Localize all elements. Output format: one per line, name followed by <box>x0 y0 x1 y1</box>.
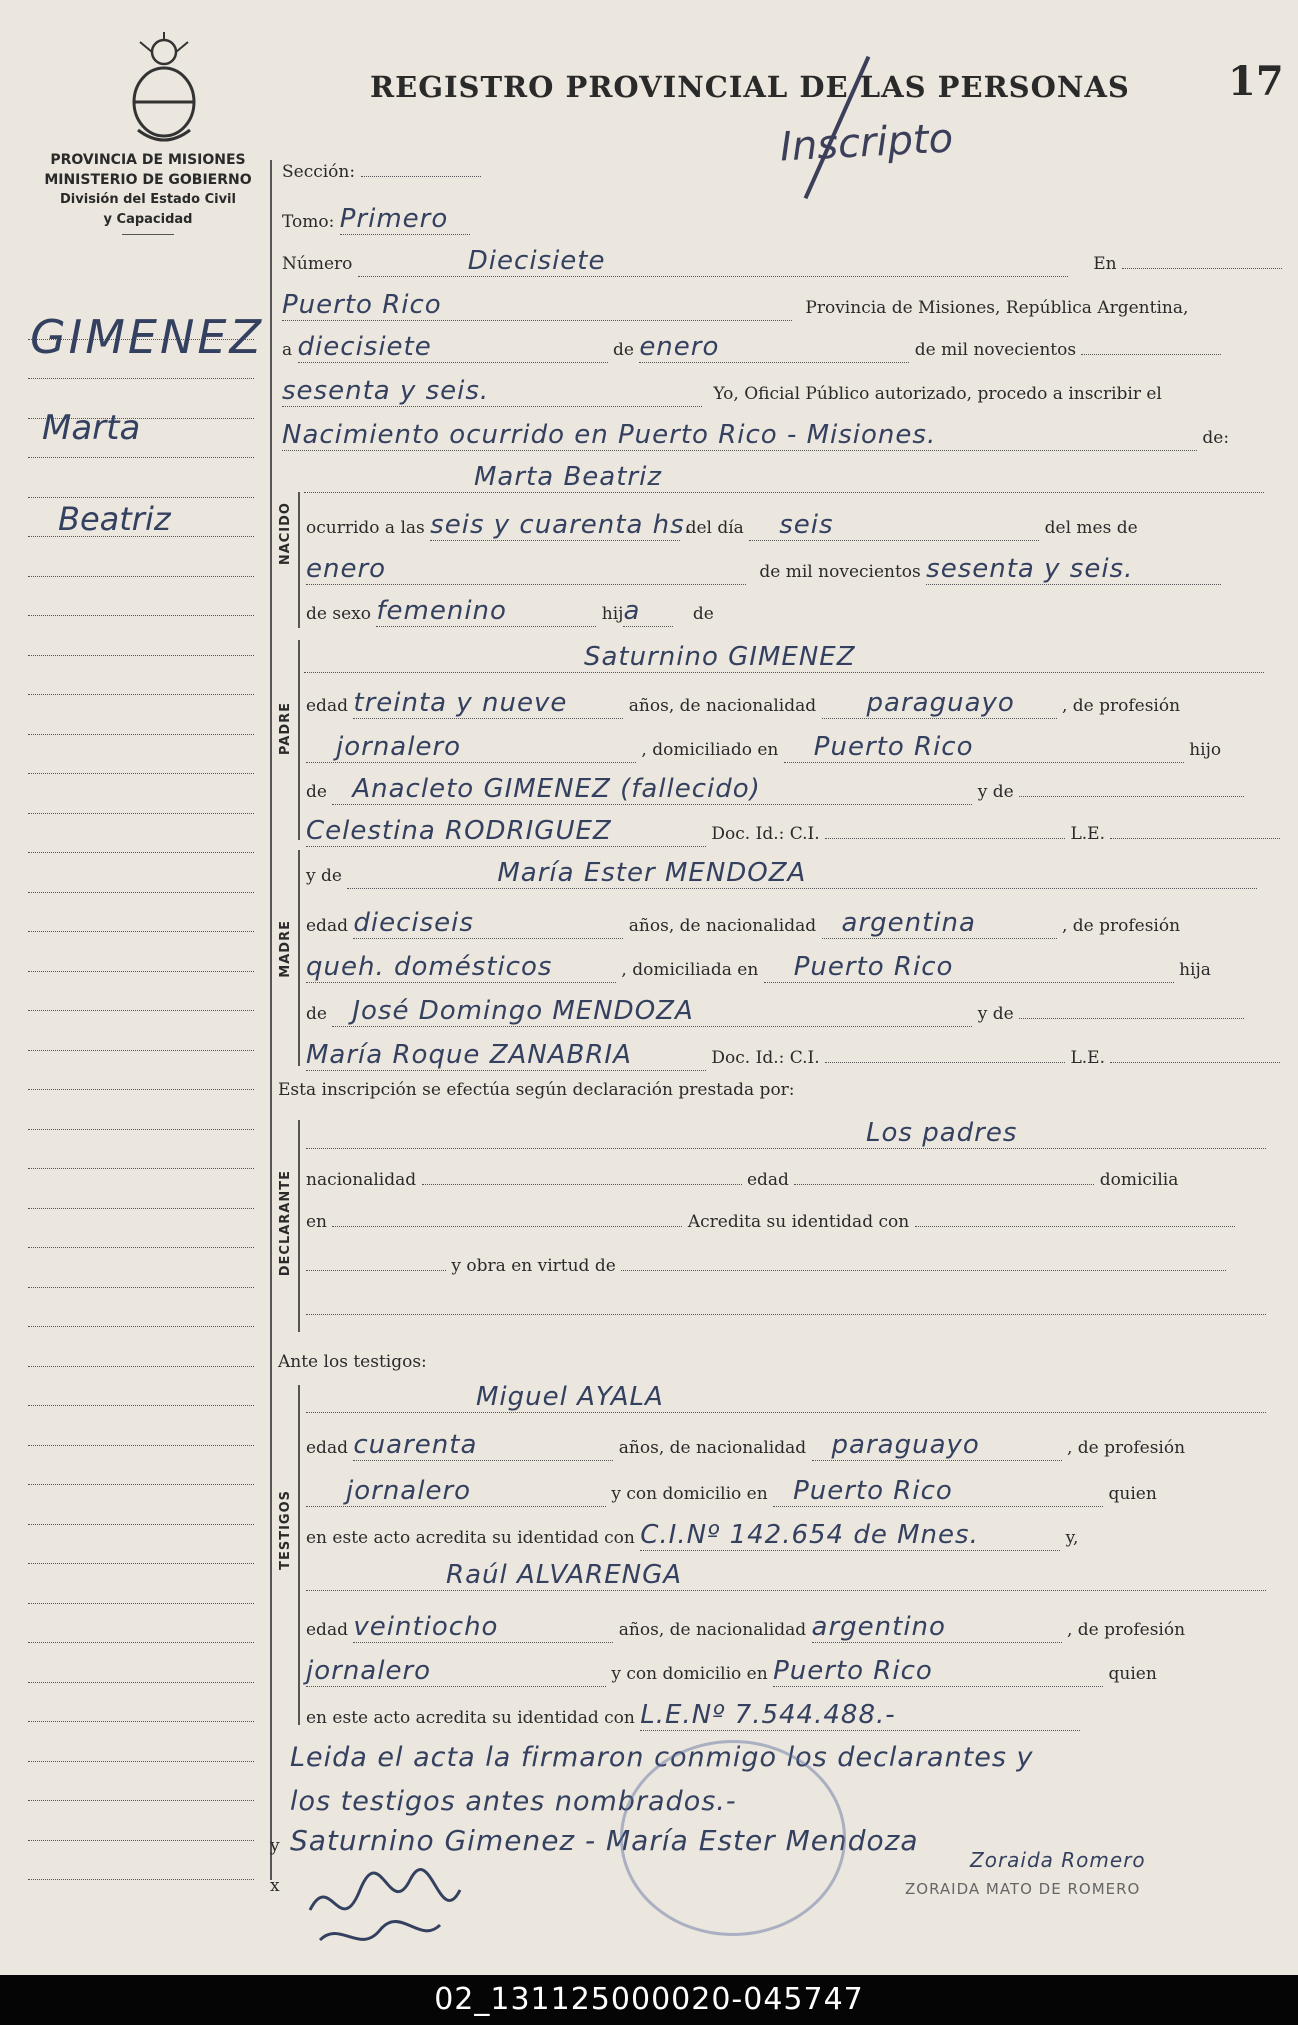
numero-value: Diecisiete <box>358 246 1068 277</box>
margin-second-name: Beatriz <box>58 500 171 538</box>
capacity-name: y Capacidad <box>103 212 193 227</box>
madre-madre-row: María Roque ZANABRIA Doc. Id.: C.I. L.E. <box>306 1040 1280 1071</box>
fecha-dia: diecisiete <box>298 332 608 363</box>
fecha-anio: sesenta y seis. <box>282 376 702 407</box>
nacido-hora-row: ocurrido a las seis y cuarenta hs. del día seis del mes de <box>306 510 1138 540</box>
nacido-sexo: femenino <box>376 596 596 627</box>
lugar-value: Puerto Rico <box>282 290 792 321</box>
numero-row: Número Diecisiete En <box>282 246 1282 277</box>
testigo1-profesion-row: jornalero y con domicilio en Puerto Rico quien <box>306 1476 1157 1507</box>
testigo2-profesion: jornalero <box>306 1656 606 1687</box>
testigo1-doc: C.I.Nº 142.654 de Mnes. <box>640 1520 1060 1551</box>
madre-domicilio: Puerto Rico <box>764 952 1174 983</box>
nacido-hora: seis y cuarenta hs. <box>430 510 694 540</box>
lugar-row: Puerto Rico Provincia de Misiones, República Argentina, <box>282 290 1189 320</box>
margin-first-name: Marta <box>42 408 141 448</box>
cierre-linea2: los testigos antes nombrados.- <box>290 1786 737 1817</box>
nacido-anio: sesenta y seis. <box>926 554 1221 585</box>
testigo1-doc-row: en este acto acredita su identidad con C.I.Nº 142.654 de Mnes. y, <box>306 1520 1079 1550</box>
testigo1-nacionalidad: paraguayo <box>812 1430 1062 1461</box>
madre-padres-row: de José Domingo MENDOZA y de <box>306 996 1244 1027</box>
testigo1-edad-row: edad cuarenta años, de nacionalidad paraguayo , de profesión <box>306 1430 1186 1460</box>
padre-profesion: jornalero <box>306 732 636 763</box>
province-name: PROVINCIA DE MISIONES <box>50 152 246 168</box>
nacido-hij-suffix: a <box>623 596 673 627</box>
fecha-mes: enero <box>639 332 909 363</box>
padre-nacionalidad: paraguayo <box>822 688 1057 719</box>
testigo2-edad-row: edad veintiocho años, de nacionalidad argentino , de profesión <box>306 1612 1186 1642</box>
madre-madre-de: María Roque ZANABRIA <box>306 1040 706 1071</box>
signature-scribble-icon <box>300 1850 470 1960</box>
padre-padre-de: Anacleto GIMENEZ (fallecido) <box>332 774 972 805</box>
section-padre: PADRE <box>278 702 293 756</box>
ministry-name: MINISTERIO DE GOBIERNO <box>44 172 252 188</box>
x-mark: x <box>270 1876 280 1896</box>
acto-value: Nacimiento ocurrido en Puerto Rico - Misiones. <box>282 420 1197 451</box>
madre-edad-row: edad dieciseis años, de nacionalidad argentina , de profesión <box>306 908 1181 938</box>
tomo-value: Primero <box>340 204 470 235</box>
testigo1-edad: cuarenta <box>353 1430 613 1461</box>
nacido-sexo-row: de sexo femenino hija de <box>306 596 714 626</box>
testigo2-edad: veintiocho <box>353 1612 613 1643</box>
y-mark: y <box>270 1836 280 1856</box>
padre-nombre: Saturnino GIMENEZ <box>304 642 1264 673</box>
declarante-en-row: en Acredita su identidad con <box>306 1212 1235 1232</box>
testigo2-doc-row: en este acto acredita su identidad con L.E.Nº 7.544.488.- <box>306 1700 1080 1731</box>
testigo2-doc: L.E.Nº 7.544.488.- <box>640 1700 1080 1731</box>
section-declarante: DECLARANTE <box>278 1170 293 1277</box>
fecha-row: a diecisiete de enero de mil novecientos <box>282 332 1221 363</box>
padre-edad-row: edad treinta y nueve años, de nacionalidad paraguayo , de profesión <box>306 688 1181 718</box>
acto-row: Nacimiento ocurrido en Puerto Rico - Misiones. de: <box>282 420 1230 450</box>
testigo2-domicilio: Puerto Rico <box>773 1656 1103 1687</box>
declarante-nac-row: nacionalidad edad domicilia <box>306 1170 1179 1190</box>
madre-nombre-row: y de María Ester MENDOZA <box>306 858 1257 889</box>
nacido-nombre-row <box>304 462 1264 493</box>
handwritten-annotation: Inscripto <box>778 115 955 171</box>
madre-nombre: María Ester MENDOZA <box>347 858 1257 889</box>
padre-padres-row: de Anacleto GIMENEZ (fallecido) y de <box>306 774 1244 805</box>
testigo1-domicilio: Puerto Rico <box>773 1476 1103 1507</box>
section-testigos: TESTIGOS <box>278 1490 293 1570</box>
testigo2-profesion-row: jornalero y con domicilio en Puerto Rico quien <box>306 1656 1157 1686</box>
declarante-intro: Esta inscripción se efectúa según declaración prestada por: <box>278 1080 795 1100</box>
section-nacido: NACIDO <box>278 502 293 566</box>
section-madre: MADRE <box>278 920 293 978</box>
cierre-linea1: Leida el acta la firmaron conmigo los declarantes y <box>290 1742 1034 1773</box>
padre-edad: treinta y nueve <box>353 688 623 719</box>
agency-block <box>28 150 268 235</box>
padre-nombre-row <box>304 642 1264 673</box>
coat-of-arms-icon <box>124 30 204 145</box>
declarante-obra-row: y obra en virtud de <box>306 1256 1226 1276</box>
testigo2-nombre-row <box>306 1560 1266 1591</box>
testigo1-nombre-row <box>306 1382 1266 1413</box>
nacido-anio-row: enero de mil novecientos sesenta y seis. <box>306 554 1221 585</box>
declarante-nombre-row <box>306 1118 1266 1149</box>
tomo-row: Tomo: Primero <box>282 204 470 235</box>
page-number: 17 <box>1228 58 1284 105</box>
madre-nacionalidad: argentina <box>822 908 1057 939</box>
madre-profesion-row: queh. domésticos , domiciliada en Puerto Rico hija <box>306 952 1211 982</box>
testigos-intro: Ante los testigos: <box>278 1352 427 1372</box>
anio-row: sesenta y seis. Yo, Oficial Público autorizado, procedo a inscribir el <box>282 376 1162 406</box>
testigo1-nombre: Miguel AYALA <box>306 1382 1266 1413</box>
testigo2-nombre: Raúl ALVARENGA <box>306 1560 1266 1591</box>
padre-profesion-row: jornalero , domiciliado en Puerto Rico hijo <box>306 732 1221 763</box>
nacido-dia: seis <box>749 510 1039 541</box>
madre-profesion: queh. domésticos <box>306 952 616 983</box>
stamp-text: ZORAIDA MATO DE ROMERO <box>905 1880 1141 1898</box>
padre-madre-row: Celestina RODRIGUEZ Doc. Id.: C.I. L.E. <box>306 816 1280 847</box>
nacido-mes: enero <box>306 554 746 585</box>
page-title: REGISTRO PROVINCIAL DE LAS PERSONAS <box>370 70 1130 104</box>
testigo1-profesion: jornalero <box>306 1476 606 1507</box>
division-name: División del Estado Civil <box>60 192 236 207</box>
firmas-padres: Saturnino Gimenez - María Ester Mendoza <box>290 1824 919 1857</box>
declarante-nombre: Los padres <box>306 1118 1266 1149</box>
seccion-row: Sección: <box>282 162 481 182</box>
footer-id: 02_131125000020-045747 <box>0 1975 1298 2025</box>
official-stamp-icon <box>620 1740 846 1936</box>
margin-surname: GIMENEZ <box>30 310 264 364</box>
padre-madre-de: Celestina RODRIGUEZ <box>306 816 706 847</box>
madre-padre-de: José Domingo MENDOZA <box>332 996 972 1027</box>
nacido-nombre: Marta Beatriz <box>304 462 1264 493</box>
madre-edad: dieciseis <box>353 908 623 939</box>
testigo2-nacionalidad: argentino <box>812 1612 1062 1643</box>
firma-oficial: Zoraida Romero <box>970 1848 1146 1872</box>
padre-domicilio: Puerto Rico <box>784 732 1184 763</box>
